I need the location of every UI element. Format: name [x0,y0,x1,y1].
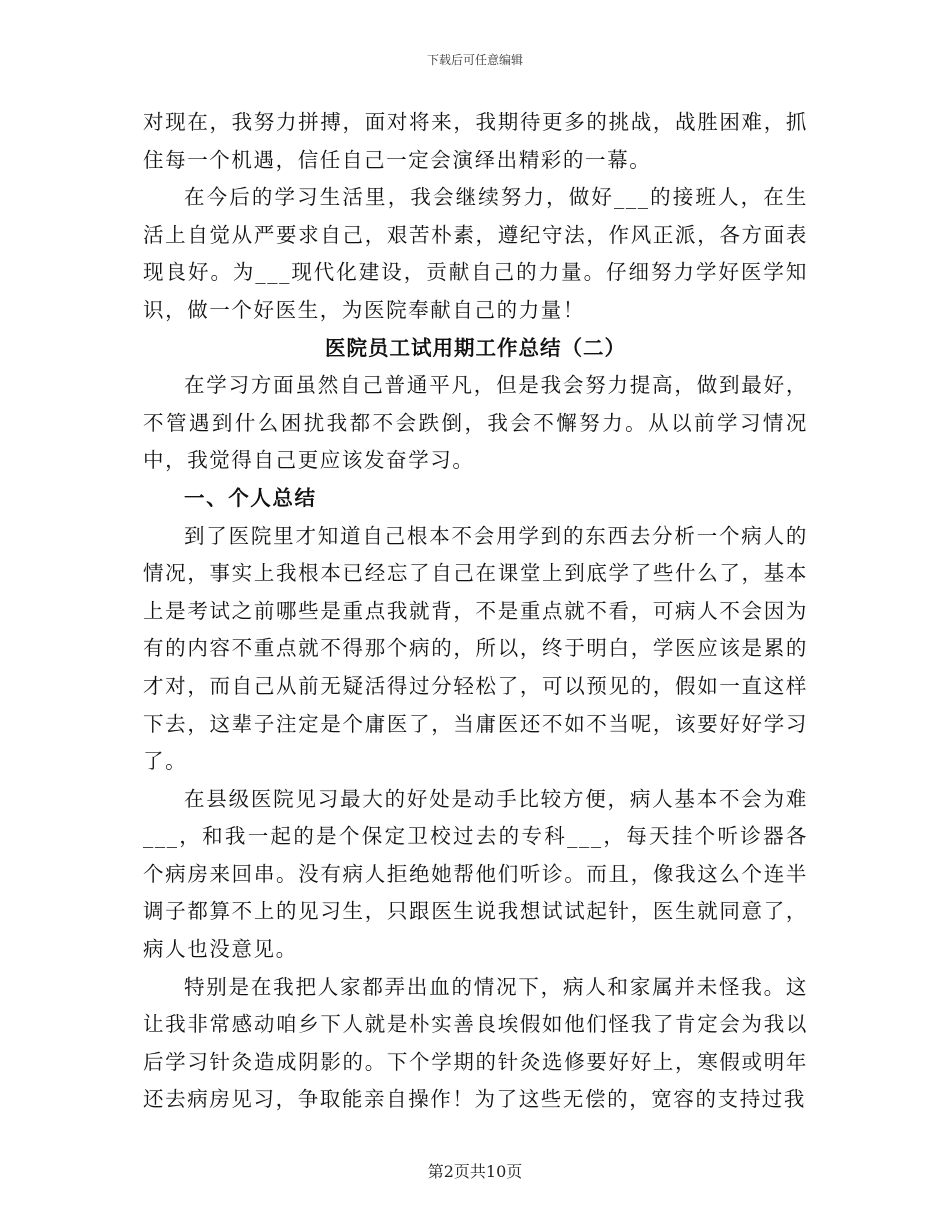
paragraph-6: 特别是在我把人家都弄出血的情况下，病人和家属并未怪我。这让我非常感动咱乡下人就是朴实善良埃假如他们怪我了肯定会为我以后学习针灸造成阴影的。下个学期的针灸选修要好好上，寒假或明年还去病房见习，争取能亲自操作！为了这些无偿的，宽容的支持过我 [143,974,808,1112]
section-heading-personal-summary: 一、个人总结 [184,485,317,510]
page-header-note: 下载后可任意编辑 [426,53,523,67]
paragraph-2: 在今后的学习生活里，我会继续努力，做好___的接班人，在生活上自觉从严要求自己，艰苦朴素，遵纪守法，作风正派，各方面表现良好。为___现代化建设，贡献自己的力量。仔细努力学好医学知识，做一个好医生，为医院奉献自己的力量！ [143,185,808,322]
paragraph-3: 在学习方面虽然自己普通平凡，但是我会努力提高，做到最好，不管遇到什么困扰我都不会跌倒，我会不懈努力。从以前学习情况中，我觉得自己更应该发奋学习。 [143,373,808,473]
paragraph-1: 对现在，我努力拼搏，面对将来，我期待更多的挑战，战胜困难，抓住每一个机遇，信任自己一定会演绎出精彩的一幕。 [143,110,808,172]
paragraph-4: 到了医院里才知道自己根本不会用学到的东西去分析一个病人的情况，事实上我根本已经忘了自己在课堂上到底学了些什么了，基本上是考试之前哪些是重点我就背，不是重点就不看，可病人不会因为有的内容不重点就不得那个病的，所以，终于明白，学医应该是累的才对，而自己从前无疑活得过分轻松了，可以预见的，假如一直这样下去，这辈子注定是个庸医了，当庸医还不如不当呢，该要好好学习了。 [143,523,808,774]
document-title: 医院员工试用期工作总结（二） [325,335,626,360]
page-number: 第2页共10页 [427,1162,523,1181]
paragraph-5: 在县级医院见习最大的好处是动手比较方便，病人基本不会为难___，和我一起的是个保定卫校过去的专科___，每天挂个听诊器各个病房来回串。没有病人拒绝她帮他们听诊。而且，像我这么个连半调子都算不上的见习生，只跟医生说我想试试起针，医生就同意了，病人也没意见。 [143,786,808,962]
document-body [143,104,808,1119]
